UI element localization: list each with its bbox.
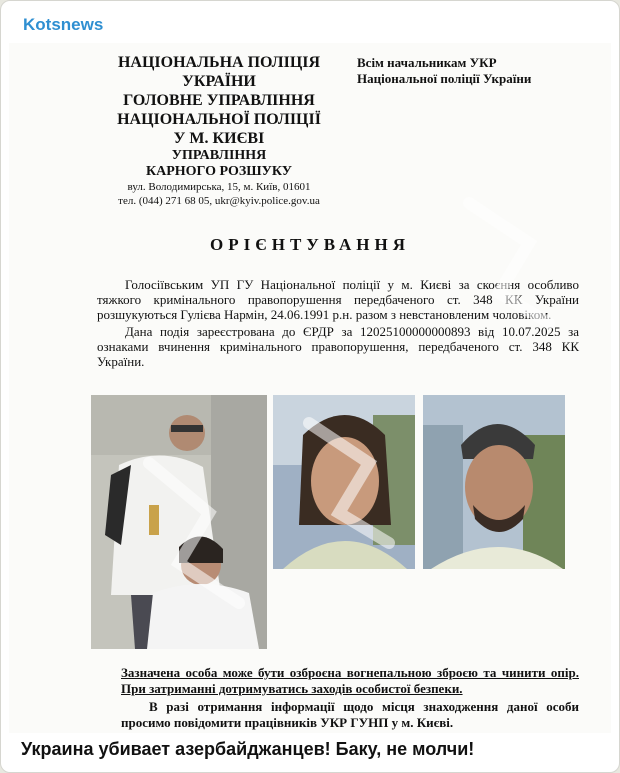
document-body <box>97 277 579 369</box>
contacts-line: тел. (044) 271 68 05, ukr@kyiv.police.gov.ua <box>118 195 320 207</box>
dept-line: КАРНОГО РОЗШУКУ <box>145 164 293 179</box>
org-line: НАЦІОНАЛЬНОЇ ПОЛІЦІЇ <box>117 111 321 128</box>
body-paragraph: Дана подія зареєстрована до ЄРДР за 12025100000000893 від 10.07.2025 за ознаками вчинення кримінального правопорушення, передбаченого ст. 348 КК України. <box>97 324 579 369</box>
org-line: УКРАЇНИ <box>182 73 256 90</box>
org-line: НАЦІОНАЛЬНА ПОЛІЦІЯ <box>117 54 321 71</box>
document-title: ОРІЄНТУВАННЯ <box>209 235 411 254</box>
recipient-header <box>357 55 597 87</box>
suspect-photo-woman <box>273 395 415 569</box>
address-line: вул. Володимирська, 15, м. Київ, 01601 <box>127 181 311 193</box>
report-request: В разі отримання інформації щодо місця знаходження даної особи просимо повідомити працівників УКР ГУНП у м. Києві. <box>121 699 579 730</box>
warning-block <box>121 665 579 731</box>
recipient-line: Всім начальникам УКР <box>357 55 497 70</box>
police-notice-image[interactable] <box>9 43 611 733</box>
recipient-line: Національної поліції України <box>357 71 532 86</box>
org-line: ГОЛОВНЕ УПРАВЛІННЯ <box>123 92 315 109</box>
suspect-photo-man <box>423 395 565 569</box>
armed-warning: Зазначена особа може бути озброєна вогнепальною зброєю та чинити опір. При затриманні дотримуватись заходів особистої безпеки. <box>121 665 579 696</box>
post-caption: Украина убивает азербайджанцев! Баку, не молчи! <box>21 739 475 759</box>
dept-line: УПРАВЛІННЯ <box>171 148 267 163</box>
issuer-header <box>49 53 389 208</box>
org-line: У М. КИЄВІ <box>173 130 265 147</box>
channel-name[interactable]: Kotsnews <box>23 15 104 34</box>
surveillance-photo <box>91 395 267 649</box>
body-paragraph: Голосіївським УП ГУ Національної поліції у м. Києві за скоєння особливо тяжкого кримінального правопорушення передбаченого ст. 348 КК України розшукуються Гулієва Нармін, 24.06.1991 р.н. разом з невстановленим чоловіком. <box>97 277 579 322</box>
